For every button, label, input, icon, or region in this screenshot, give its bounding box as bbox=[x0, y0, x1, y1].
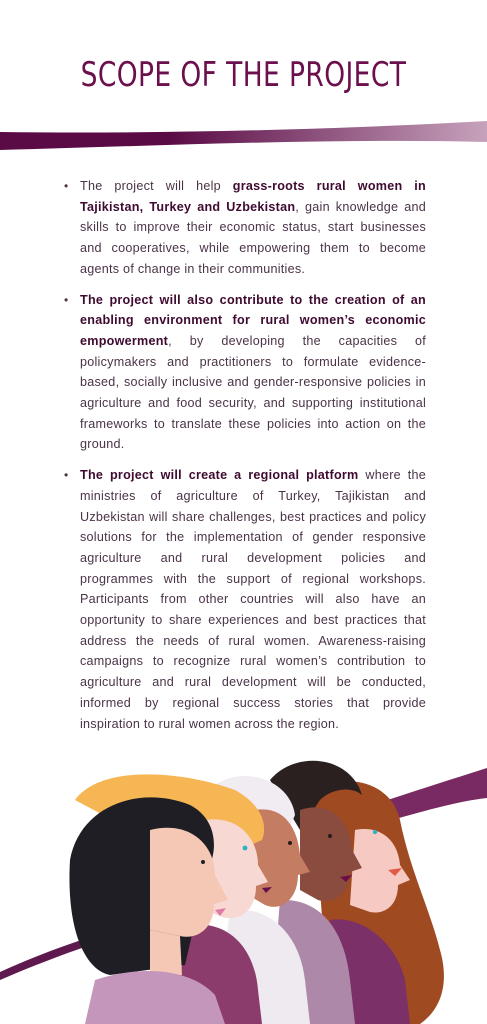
bullet-bold-text: The project will also contribute to the creation of an enabling environment for rural women’s economic empowerment bbox=[80, 292, 426, 348]
women-group-illustration bbox=[0, 740, 487, 1024]
bullet-text: , by developing the capacities of policymakers and practitioners to formulate evidence-based, socially inclusive and gender-responsive policies in agriculture and food security, and supporting institutional frameworks to translate these policies into action on the ground. bbox=[80, 333, 426, 452]
scope-bullet-list bbox=[64, 176, 426, 744]
bullet-marker: • bbox=[64, 292, 69, 307]
scope-bullet-item bbox=[64, 465, 426, 734]
bullet-bold-text: The project will create a regional platform bbox=[80, 468, 359, 483]
bullet-marker: • bbox=[64, 468, 69, 483]
bullet-text: The project will help bbox=[80, 179, 233, 193]
bullet-bold-text: grass-roots rural women in Tajikistan, Turkey and Uzbekistan bbox=[80, 179, 426, 214]
decorative-swoosh-top bbox=[0, 118, 487, 158]
bullet-text: where the ministries of agriculture of Turkey, Tajikistan and Uzbekistan will share challenges, best practices and policy solutions for the implementation of gender responsive agriculture and rural development policies and programmes with the support of regional workshops. Participants from other countries will also have an opportunity to share experiences and best practices that address the needs of rural women. Awareness-raising campaigns to recognize rural women’s contribution to agriculture and rural development will be conducted, informed by regional success stories that provide inspiration to rural women across the region. bbox=[80, 468, 427, 731]
scope-bullet-item bbox=[64, 176, 426, 280]
bullet-marker: • bbox=[64, 179, 69, 193]
page-title: SCOPE OF THE PROJECT bbox=[80, 55, 407, 95]
scope-bullet-item bbox=[64, 290, 426, 456]
bullet-text: , gain knowledge and skills to improve their economic status, start businesses and cooperatives, while empowering them to become agents of change in their communities. bbox=[80, 199, 426, 276]
